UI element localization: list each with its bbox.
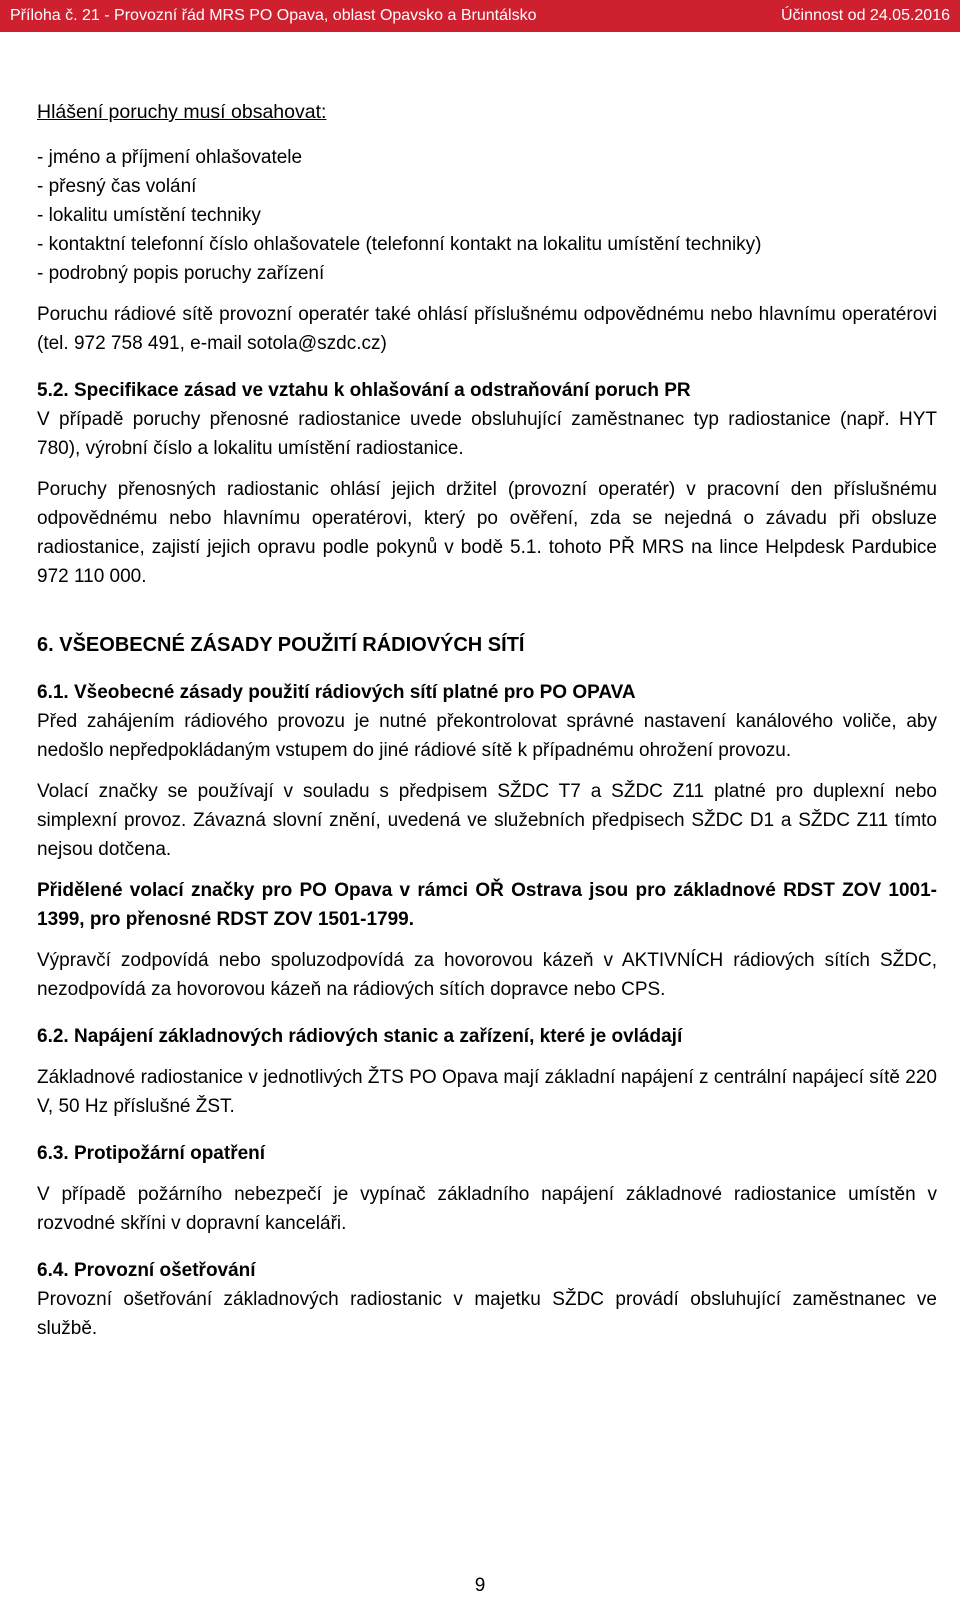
section-5-2-heading: 5.2. Specifikace zásad ve vztahu k ohlašování a odstraňování poruch PR (37, 380, 691, 401)
section-6-2-heading: 6.2. Napájení základnových rádiových stanic a zařízení, které je ovládají (37, 1026, 683, 1047)
intro-list (37, 143, 937, 288)
section-6-1-heading: 6.1. Všeobecné zásady použití rádiových sítí platné pro PO OPAVA (37, 682, 636, 703)
document-header (0, 0, 960, 32)
section-6-1-paragraph: Volací značky se používají v souladu s předpisem SŽDC T7 a SŽDC Z11 platné pro duplexní nebo simplexní provoz. Závazná slovní znění, uvedená ve služebních předpisech SŽDC D1 a SŽDC Z11 tímto nejsou dotčena. (37, 781, 937, 860)
document-body (37, 94, 937, 1343)
page-number: 9 (474, 1575, 486, 1596)
intro-title: Hlášení poruchy musí obsahovat: (37, 101, 327, 123)
section-6-1-paragraph-bold: Přidělené volací značky pro PO Opava v rámci OŘ Ostrava jsou pro základnové RDST ZOV 1001-1399, pro přenosné RDST ZOV 1501-1799. (37, 880, 937, 930)
section-6-4-paragraph: Provozní ošetřování základnových radiostanic v majetku SŽDC provádí obsluhující zaměstnanec ve službě. (37, 1289, 937, 1339)
list-item: - lokalitu umístění techniky (37, 205, 261, 226)
list-item: - přesný čas volání (37, 176, 197, 197)
section-5-2-paragraph: V případě poruchy přenosné radiostanice uvede obsluhující zaměstnanec typ radiostanice (např. HYT 780), výrobní číslo a lokalitu umístění radiostanice. (37, 409, 937, 459)
section-6-3-paragraph: V případě požárního nebezpečí je vypínač základního napájení základnové radiostanice umístěn v rozvodné skříni v dopravní kanceláři. (37, 1184, 937, 1234)
list-item: - podrobný popis poruchy zařízení (37, 263, 325, 284)
list-item: - jméno a příjmení ohlašovatele (37, 147, 303, 168)
intro-note: Poruchu rádiové sítě provozní operatér také ohlásí příslušnému odpovědnému nebo hlavnímu operatérovi (tel. 972 758 491, e-mail sotola@szdc.cz) (37, 304, 937, 354)
header-effective-date: Účinnost od 24.05.2016 (780, 7, 950, 24)
section-6-3-heading: 6.3. Protipožární opatření (37, 1143, 266, 1164)
section-5-2-paragraph: Poruchy přenosných radiostanic ohlásí jejich držitel (provozní operatér) v pracovní den příslušnému odpovědnému nebo hlavnímu operatérovi, který po ověření, zda se nejedná o závadu při obsluze radiostanice, zajistí jejich opravu podle pokynů v bodě 5.1. tohoto PŘ MRS na lince Helpdesk Pardubice 972 110 000. (37, 479, 937, 587)
section-6-1-paragraph: Před zahájením rádiového provozu je nutné překontrolovat správné nastavení kanálového voliče, aby nedošlo nepředpokládaným vstupem do jiné rádiové sítě k případnému ohrožení provozu. (37, 711, 937, 761)
section-6-2-paragraph: Základnové radiostanice v jednotlivých ŽTS PO Opava mají základní napájení z centrální napájecí sítě 220 V, 50 Hz příslušné ŽST. (37, 1067, 937, 1117)
section-6-4-heading: 6.4. Provozní ošetřování (37, 1260, 256, 1281)
section-6-1-paragraph: Výpravčí zodpovídá nebo spoluzodpovídá za hovorovou kázeň v AKTIVNÍCH rádiových sítích SŽDC, nezodpovídá za hovorovou kázeň na rádiových sítích dopravce nebo CPS. (37, 950, 937, 1000)
section-6-heading: 6. VŠEOBECNÉ ZÁSADY POUŽITÍ RÁDIOVÝCH SÍTÍ (37, 634, 525, 656)
header-title: Příloha č. 21 - Provozní řád MRS PO Opava, oblast Opavsko a Bruntálsko (10, 7, 537, 24)
list-item: - kontaktní telefonní číslo ohlašovatele (telefonní kontakt na lokalitu umístění techniky) (37, 234, 762, 255)
